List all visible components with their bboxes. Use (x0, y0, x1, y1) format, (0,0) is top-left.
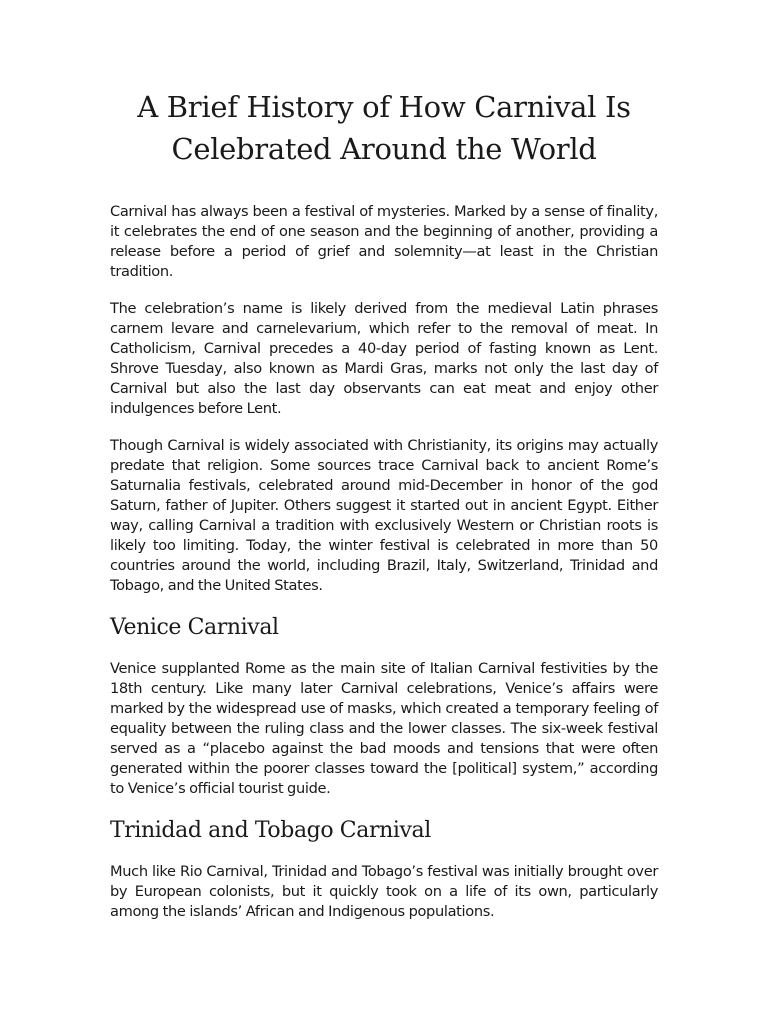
section-paragraph-trinidad: Much like Rio Carnival, Trinidad and Tobago’s festival was initially brought over by European colonists, but it quickly took on a life of its own, particularly among the islands’ African and Indigenous populations. (110, 863, 658, 920)
intro-paragraph-3: Though Carnival is widely associated with Christianity, its origins may actually predate that religion. Some sources trace Carnival back to ancient Rome’s Saturnalia festivals, celebrated around mid-December in honor of the god Saturn, father of Jupiter. Others suggest it started out in ancient Egypt. Either way, calling Carnival a tradition with exclusively Western or Christian roots is likely too limiting. Today, the winter festival is celebrated in more than 50 countries around the world, including Brazil, Italy, Switzerland, Trinidad and Tobago, and the United States. (110, 437, 658, 594)
intro-paragraph-1: Carnival has always been a festival of mysteries. Marked by a sense of finality, it celebrates the end of one season and the beginning of another, providing a release before a period of grief and solemnity—at least in the Christian tradition. (110, 203, 658, 280)
document-page (110, 86, 658, 939)
section-heading-trinidad: Trinidad and Tobago Carnival (110, 818, 431, 843)
intro-paragraph-2: The celebration’s name is likely derived from the medieval Latin phrases carnem levare and carnelevarium, which refer to the removal of meat. In Catholicism, Carnival precedes a 40-day period of fasting known as Lent. Shrove Tuesday, also known as Mardi Gras, marks not only the last day of Carnival but also the last day observants can eat meat and enjoy other indulgences before Lent. (110, 300, 658, 417)
title-line-1: A Brief History of How Carnival Is (137, 90, 631, 124)
section-heading-venice: Venice Carnival (110, 615, 279, 640)
document-title (70, 86, 698, 170)
title-line-2: Celebrated Around the World (171, 132, 597, 166)
section-paragraph-venice: Venice supplanted Rome as the main site of Italian Carnival festivities by the 18th century. Like many later Carnival celebrations, Venice’s affairs were marked by the widespread use of masks, which created a temporary feeling of equality between the ruling class and the lower classes. The six-week festival served as a “placebo against the bad moods and tensions that were often generated within the poorer classes toward the [political] system,” according to Venice’s official tourist guide. (110, 660, 658, 797)
